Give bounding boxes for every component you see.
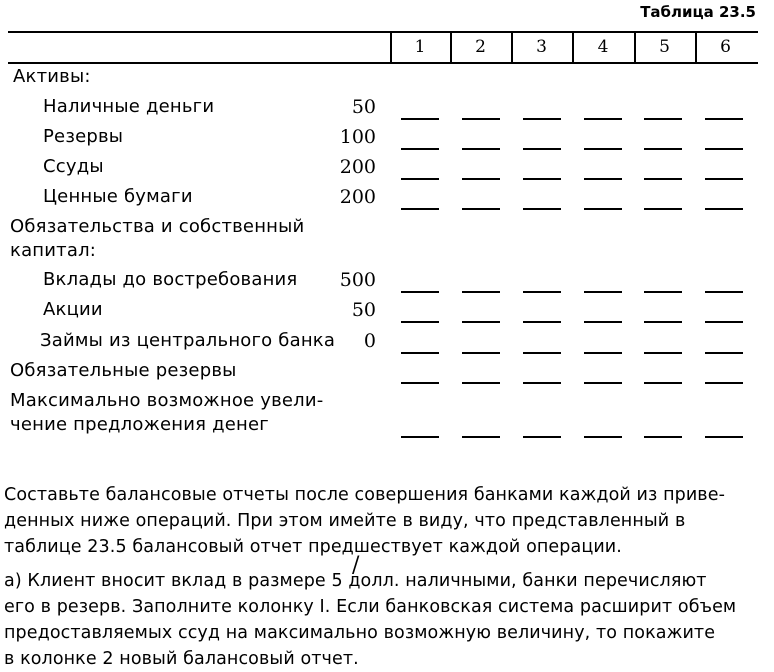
fill-in-blank[interactable] xyxy=(705,436,743,438)
paragraph-line: таблице 23.5 балансовый отчет предшествует каждой операции. xyxy=(4,537,622,557)
fill-in-blank[interactable] xyxy=(401,208,439,210)
fill-in-blank[interactable] xyxy=(644,148,682,150)
row-value: 100 xyxy=(339,126,376,148)
column-number: 3 xyxy=(536,37,547,57)
row-label: Акции xyxy=(43,299,103,320)
row-label: капитал: xyxy=(10,240,97,261)
fill-in-blank[interactable] xyxy=(401,321,439,323)
paragraph-line: а) Клиент вносит вклад в размере 5 долл. наличными, банки перечисляют xyxy=(4,571,707,591)
fill-in-blank[interactable] xyxy=(705,382,743,384)
paragraph-line: предоставляемых ссуд на максимально возможную величину, то покажите xyxy=(4,623,716,643)
fill-in-blank[interactable] xyxy=(644,436,682,438)
row-value: 50 xyxy=(351,96,376,118)
fill-in-blank[interactable] xyxy=(401,148,439,150)
fill-in-blank[interactable] xyxy=(401,436,439,438)
fill-in-blank[interactable] xyxy=(584,118,622,120)
row-label: Вклады до востребования xyxy=(43,269,298,290)
handwritten-mark: / xyxy=(352,553,360,578)
fill-in-blank[interactable] xyxy=(401,291,439,293)
fill-in-blank[interactable] xyxy=(401,352,439,354)
fill-in-blank[interactable] xyxy=(462,118,500,120)
fill-in-blank[interactable] xyxy=(462,291,500,293)
fill-in-blank[interactable] xyxy=(584,178,622,180)
row-value: 0 xyxy=(363,330,376,352)
row-value: 200 xyxy=(339,156,376,178)
column-number: 4 xyxy=(597,37,609,57)
paragraph-line: Составьте балансовые отчеты после совершения банками каждой из приве- xyxy=(4,485,725,505)
paragraph-line: денных ниже операций. При этом имейте в виду, что представленный в xyxy=(4,511,686,531)
row-label: Обязательства и собственный xyxy=(10,216,305,237)
fill-in-blank[interactable] xyxy=(584,148,622,150)
fill-in-blank[interactable] xyxy=(523,321,561,323)
row-label: Наличные деньги xyxy=(43,96,215,117)
paragraph-line: его в резерв. Заполните колонку I. Если банковская система расширит объем xyxy=(4,597,737,617)
table-header-rule xyxy=(8,62,758,64)
instruction-paragraph xyxy=(4,482,772,560)
row-label: Обязательные резервы xyxy=(10,360,237,381)
column-number: 1 xyxy=(414,37,426,57)
fill-in-blank[interactable] xyxy=(644,208,682,210)
fill-in-blank[interactable] xyxy=(705,148,743,150)
row-value: 50 xyxy=(351,299,376,321)
fill-in-blank[interactable] xyxy=(401,178,439,180)
column-number: 6 xyxy=(720,37,731,57)
row-label: Ценные бумаги xyxy=(43,186,193,207)
fill-in-blank[interactable] xyxy=(584,208,622,210)
fill-in-blank[interactable] xyxy=(644,382,682,384)
fill-in-blank[interactable] xyxy=(644,178,682,180)
fill-in-blank[interactable] xyxy=(584,382,622,384)
fill-in-blank[interactable] xyxy=(462,208,500,210)
fill-in-blank[interactable] xyxy=(523,118,561,120)
fill-in-blank[interactable] xyxy=(644,352,682,354)
fill-in-blank[interactable] xyxy=(462,321,500,323)
fill-in-blank[interactable] xyxy=(523,178,561,180)
fill-in-blank[interactable] xyxy=(523,382,561,384)
row-label: чение предложения денег xyxy=(10,414,269,435)
fill-in-blank[interactable] xyxy=(584,352,622,354)
fill-in-blank[interactable] xyxy=(705,208,743,210)
fill-in-blank[interactable] xyxy=(644,321,682,323)
fill-in-blank[interactable] xyxy=(462,178,500,180)
fill-in-blank[interactable] xyxy=(462,382,500,384)
fill-in-blank[interactable] xyxy=(705,118,743,120)
fill-in-blank[interactable] xyxy=(584,321,622,323)
fill-in-blank[interactable] xyxy=(462,148,500,150)
table-caption: Таблица 23.5 xyxy=(640,3,756,21)
paragraph-line: в колонке 2 новый балансовый отчет. xyxy=(4,649,359,669)
fill-in-blank[interactable] xyxy=(462,436,500,438)
table-top-rule xyxy=(8,31,758,33)
fill-in-blank[interactable] xyxy=(705,321,743,323)
fill-in-blank[interactable] xyxy=(523,291,561,293)
row-label: Ссуды xyxy=(43,156,104,177)
row-value: 200 xyxy=(339,186,376,208)
fill-in-blank[interactable] xyxy=(584,436,622,438)
fill-in-blank[interactable] xyxy=(644,291,682,293)
fill-in-blank[interactable] xyxy=(705,352,743,354)
row-value: 500 xyxy=(339,269,376,291)
row-label: Активы: xyxy=(13,66,91,87)
fill-in-blank[interactable] xyxy=(584,291,622,293)
fill-in-blank[interactable] xyxy=(523,352,561,354)
row-label: Резервы xyxy=(43,126,124,147)
fill-in-blank[interactable] xyxy=(401,382,439,384)
fill-in-blank[interactable] xyxy=(705,178,743,180)
fill-in-blank[interactable] xyxy=(705,291,743,293)
fill-in-blank[interactable] xyxy=(401,118,439,120)
fill-in-blank[interactable] xyxy=(462,352,500,354)
fill-in-blank[interactable] xyxy=(523,208,561,210)
column-number: 5 xyxy=(659,37,670,57)
row-label: Максимально возможное увели- xyxy=(10,390,324,411)
fill-in-blank[interactable] xyxy=(523,436,561,438)
fill-in-blank[interactable] xyxy=(644,118,682,120)
row-label: Займы из центрального банка xyxy=(40,330,336,351)
task-a-paragraph xyxy=(4,568,772,672)
fill-in-blank[interactable] xyxy=(523,148,561,150)
column-number: 2 xyxy=(475,37,486,57)
